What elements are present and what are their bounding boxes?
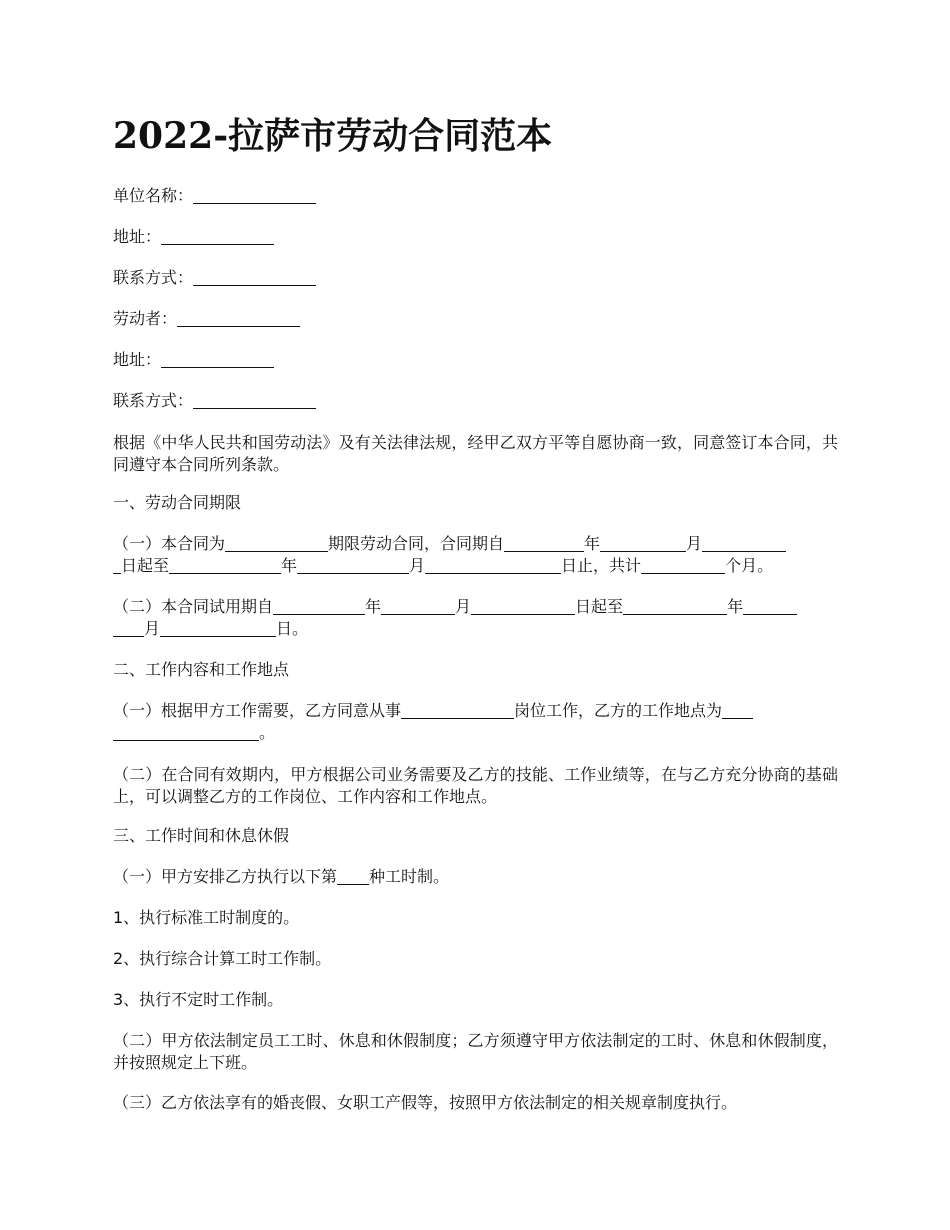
section2-item1-line1 bbox=[113, 700, 753, 722]
worker-address-blank[interactable] bbox=[161, 351, 274, 368]
text-segment: 年 bbox=[727, 597, 744, 616]
option-2: 2、执行综合计算工时工作制。 bbox=[113, 949, 332, 968]
worker-field bbox=[113, 308, 300, 330]
section1-heading: 一、劳动合同期限 bbox=[113, 493, 242, 512]
section3-item1 bbox=[113, 866, 449, 888]
company-contact-field bbox=[113, 267, 316, 289]
probation-end-day-blank[interactable] bbox=[160, 620, 276, 637]
start-year-blank[interactable] bbox=[504, 535, 584, 552]
position-blank[interactable] bbox=[401, 702, 514, 719]
section3-item2-paragraph: （二）甲方依法制定员工工时、休息和休假制度；乙方须遵守甲方依法制定的工时、休息和休假制度，并按照规定上下班。 bbox=[113, 1031, 838, 1072]
text-segment: 日止，共计 bbox=[561, 556, 642, 575]
text-segment: （一）甲方安排乙方执行以下第 bbox=[113, 867, 338, 886]
workplace-blank-part1[interactable] bbox=[722, 702, 753, 719]
company-contact-blank[interactable] bbox=[193, 269, 316, 286]
text-segment: 年 bbox=[584, 534, 601, 553]
start-day-blank-part1[interactable] bbox=[702, 535, 786, 552]
company-name-field bbox=[113, 185, 316, 207]
option-3: 3、执行不定时工作制。 bbox=[113, 990, 284, 1009]
probation-end-month-blank-part1[interactable] bbox=[743, 598, 797, 615]
company-contact-label: 联系方式： bbox=[113, 268, 194, 287]
text-segment: 年 bbox=[365, 597, 382, 616]
work-hour-system-blank[interactable] bbox=[337, 868, 369, 885]
text-segment: 。 bbox=[259, 723, 276, 742]
text-segment: 月 bbox=[144, 619, 161, 638]
probation-end-month-blank-part2[interactable] bbox=[113, 620, 144, 637]
worker-contact-blank[interactable] bbox=[193, 392, 316, 409]
text-segment: 日起至 bbox=[121, 556, 170, 575]
worker-address-field bbox=[113, 349, 274, 371]
section1-item1-line2 bbox=[113, 555, 773, 577]
text-segment: 个月。 bbox=[725, 556, 774, 575]
section2-heading: 二、工作内容和工作地点 bbox=[113, 660, 290, 679]
text-segment: （二）本合同试用期自 bbox=[113, 597, 274, 616]
company-address-label: 地址： bbox=[113, 227, 162, 246]
probation-start-day-blank[interactable] bbox=[471, 598, 575, 615]
worker-blank[interactable] bbox=[177, 310, 300, 327]
section3-heading: 三、工作时间和休息休假 bbox=[113, 826, 290, 845]
contract-type-blank[interactable] bbox=[225, 535, 328, 552]
section3-item3-paragraph: （三）乙方依法享有的婚丧假、女职工产假等，按照甲方依法制定的相关规章制度执行。 bbox=[113, 1093, 738, 1112]
text-segment: 期限劳动合同，合同期自 bbox=[328, 534, 505, 553]
text-segment: （一）根据甲方工作需要，乙方同意从事 bbox=[113, 701, 402, 720]
total-months-blank[interactable] bbox=[641, 557, 725, 574]
section1-item2-line2 bbox=[113, 618, 308, 640]
worker-label: 劳动者： bbox=[113, 309, 178, 328]
probation-start-year-blank[interactable] bbox=[273, 598, 365, 615]
section2-item2-paragraph: （二）在合同有效期内，甲方根据公司业务需要及乙方的技能、工作业绩等，在与乙方充分协商的基础上，可以调整乙方的工作岗位、工作内容和工作地点。 bbox=[113, 765, 838, 806]
worker-contact-field bbox=[113, 390, 316, 412]
probation-start-month-blank[interactable] bbox=[381, 598, 455, 615]
text-segment: 月 bbox=[409, 556, 426, 575]
company-name-blank[interactable] bbox=[193, 187, 316, 204]
option-1: 1、执行标准工时制度的。 bbox=[113, 908, 300, 927]
company-address-blank[interactable] bbox=[161, 228, 274, 245]
section1-item1-line1 bbox=[113, 533, 786, 555]
text-segment: 种工时制。 bbox=[369, 867, 450, 886]
text-segment: 日起至 bbox=[575, 597, 624, 616]
text-segment: （一）本合同为 bbox=[113, 534, 226, 553]
company-address-field bbox=[113, 226, 274, 248]
workplace-blank-part2[interactable] bbox=[113, 724, 259, 741]
start-month-blank[interactable] bbox=[600, 535, 686, 552]
end-year-blank[interactable] bbox=[169, 557, 281, 574]
end-day-blank[interactable] bbox=[425, 557, 561, 574]
section1-item2-line1 bbox=[113, 596, 797, 618]
text-segment: 岗位工作，乙方的工作地点为 bbox=[514, 701, 723, 720]
worker-address-label: 地址： bbox=[113, 350, 162, 369]
section2-item1-line2 bbox=[113, 722, 275, 744]
end-month-blank[interactable] bbox=[297, 557, 409, 574]
text-segment: 月 bbox=[455, 597, 472, 616]
text-segment: 日。 bbox=[276, 619, 309, 638]
document-title: 2022-拉萨市劳动合同范本 bbox=[113, 115, 553, 157]
intro-paragraph: 根据《中华人民共和国劳动法》及有关法律法规，经甲乙双方平等自愿协商一致，同意签订本合同，共同遵守本合同所列条款。 bbox=[113, 433, 838, 474]
text-segment: 年 bbox=[281, 556, 298, 575]
company-name-label: 单位名称： bbox=[113, 186, 194, 205]
start-day-blank-part2[interactable] bbox=[113, 557, 121, 574]
probation-end-year-blank[interactable] bbox=[623, 598, 727, 615]
worker-contact-label: 联系方式： bbox=[113, 391, 194, 410]
text-segment: 月 bbox=[686, 534, 703, 553]
